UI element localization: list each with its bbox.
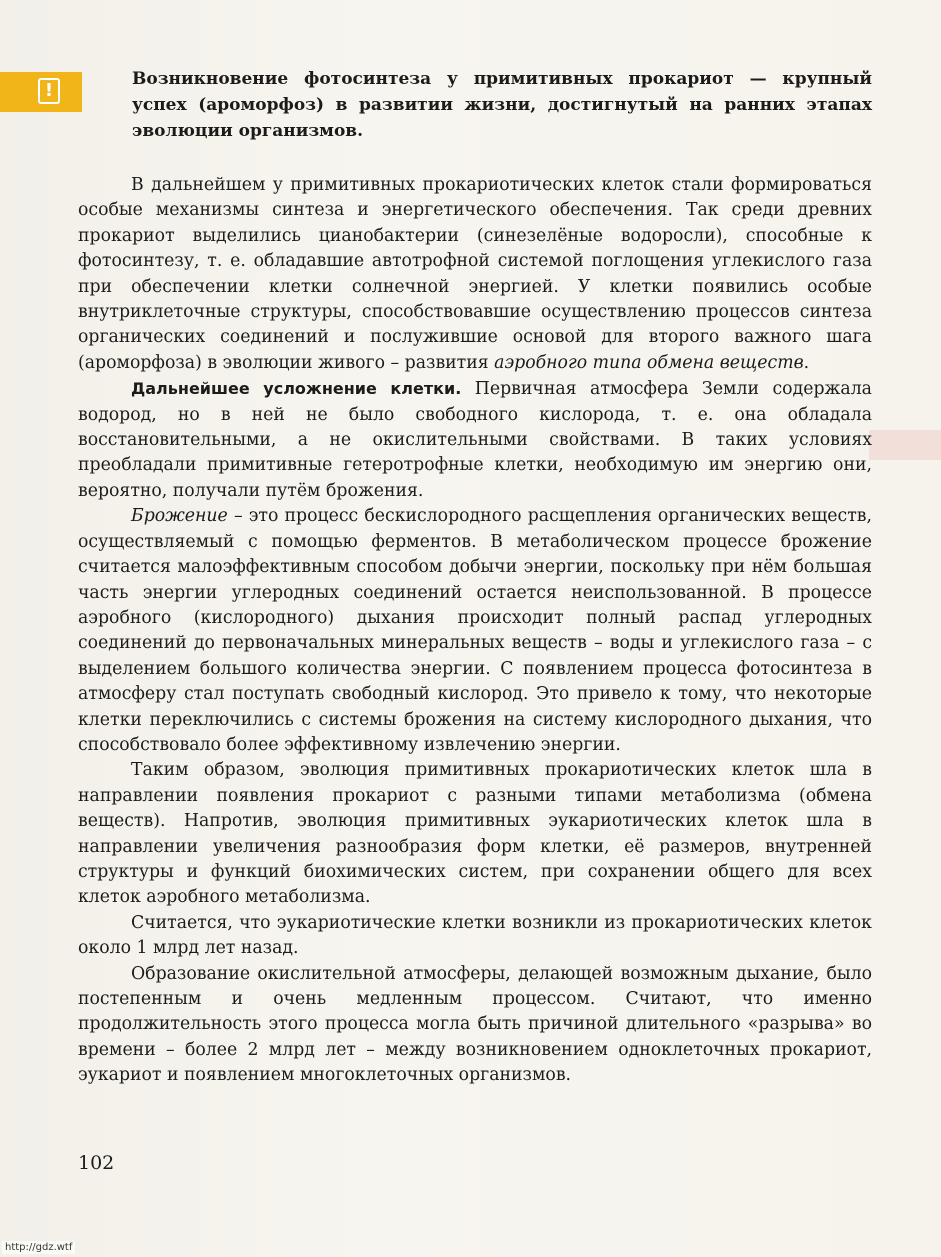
paragraph-2-text: Первичная атмосфера Земли содержала водород, но в ней не было свободного кислорода, т. е. она обладала восстановительными, а не окислительными свойствами. В таких условиях преобладали примитивные гетеротрофные клетки, необходимую им энергию они, вероятно, получали путём брожения. [78, 379, 872, 501]
bleed-through-band [869, 430, 941, 460]
term-fermentation: Брожение [131, 506, 228, 527]
page-number: 102 [78, 1152, 115, 1174]
paragraph-4: Таким образом, эволюция примитивных прокариотических клеток шла в направлении появления прокариот с разными типами метаболизма (обмена веществ). Напротив, эволюция примитивных эукариотических клеток шла в направлении увеличения разнообразия форм клетки, её размеров, внутренней структуры и функций биохимических систем, при сохранении общего для всех клеток аэробного метаболизма. [78, 760, 872, 908]
paragraph-3-text: – это процесс бескислородного расщепления органических веществ, осуществляемый с помощью ферментов. В метаболическом процессе брожение считается малоэффективным способом добычи энергии, поскольку при нём большая часть энергии углеродных соединений остается неиспользованной. В процессе аэробного (кислородного) дыхания происходит полный распад углеродных соединений до первоначальных минеральных веществ – воды и углекислого газа – с выделением большого количества энергии. С появлением процесса фотосинтеза в атмосферу стал поступать свободный кислород. Это привело к тому, что некоторые клетки переключились с системы брожения на систему кислородного дыхания, что способствовало более эффективному извлечению энергии. [78, 506, 872, 755]
paragraph-5: Считается, что эукариотические клетки возникли из прокариотических клеток около 1 млрд лет назад. [78, 912, 872, 959]
paragraph-6: Образование окислительной атмосферы, делающей возможным дыхание, было постепенным и очень медленным процессом. Считают, что именно продолжительность этого процесса могла быть причиной длительного «разрыва» во времени – более 2 млрд лет – между возникновением одноклеточных прокариот, эукариот и появлением многоклеточных организмов. [78, 963, 872, 1086]
section-heading: Дальнейшее усложнение клетки. [131, 379, 462, 399]
exclamation-icon: ! [38, 78, 60, 104]
paragraph-1-end: . [803, 352, 810, 373]
paragraph-1 [78, 173, 872, 376]
watermark-url[interactable]: http://gdz.wtf [2, 1241, 75, 1254]
key-statement: Возникновение фотосинтеза у примитивных прокариот — крупный успех (ароморфоз) в развитии жизни, достигнутый на ранних этапах эволюции организмов. [132, 69, 872, 141]
paragraph-1-emphasis: аэробного типа обмена веществ [494, 352, 804, 373]
paragraph-2 [78, 376, 872, 504]
paragraph-1-text: В дальнейшем у примитивных прокариотических клеток стали формироваться особые механизмы синтеза и энергетического обеспечения. Так среди древних прокариот выделились цианобактерии (синезелёные водоросли), способные к фотосинтезу, т. е. обладавшие автотрофной системой поглощения углекислого газа при обеспечении клетки солнечной энергией. У клетки появились особые внутриклеточные структуры, способствовавшие осуществлению процессов синтеза органических соединений и послужившие основой для второго важного шага (ароморфоза) в эволюции живого – развития [78, 175, 872, 373]
paragraph-3 [78, 504, 872, 758]
main-text [78, 173, 872, 1089]
